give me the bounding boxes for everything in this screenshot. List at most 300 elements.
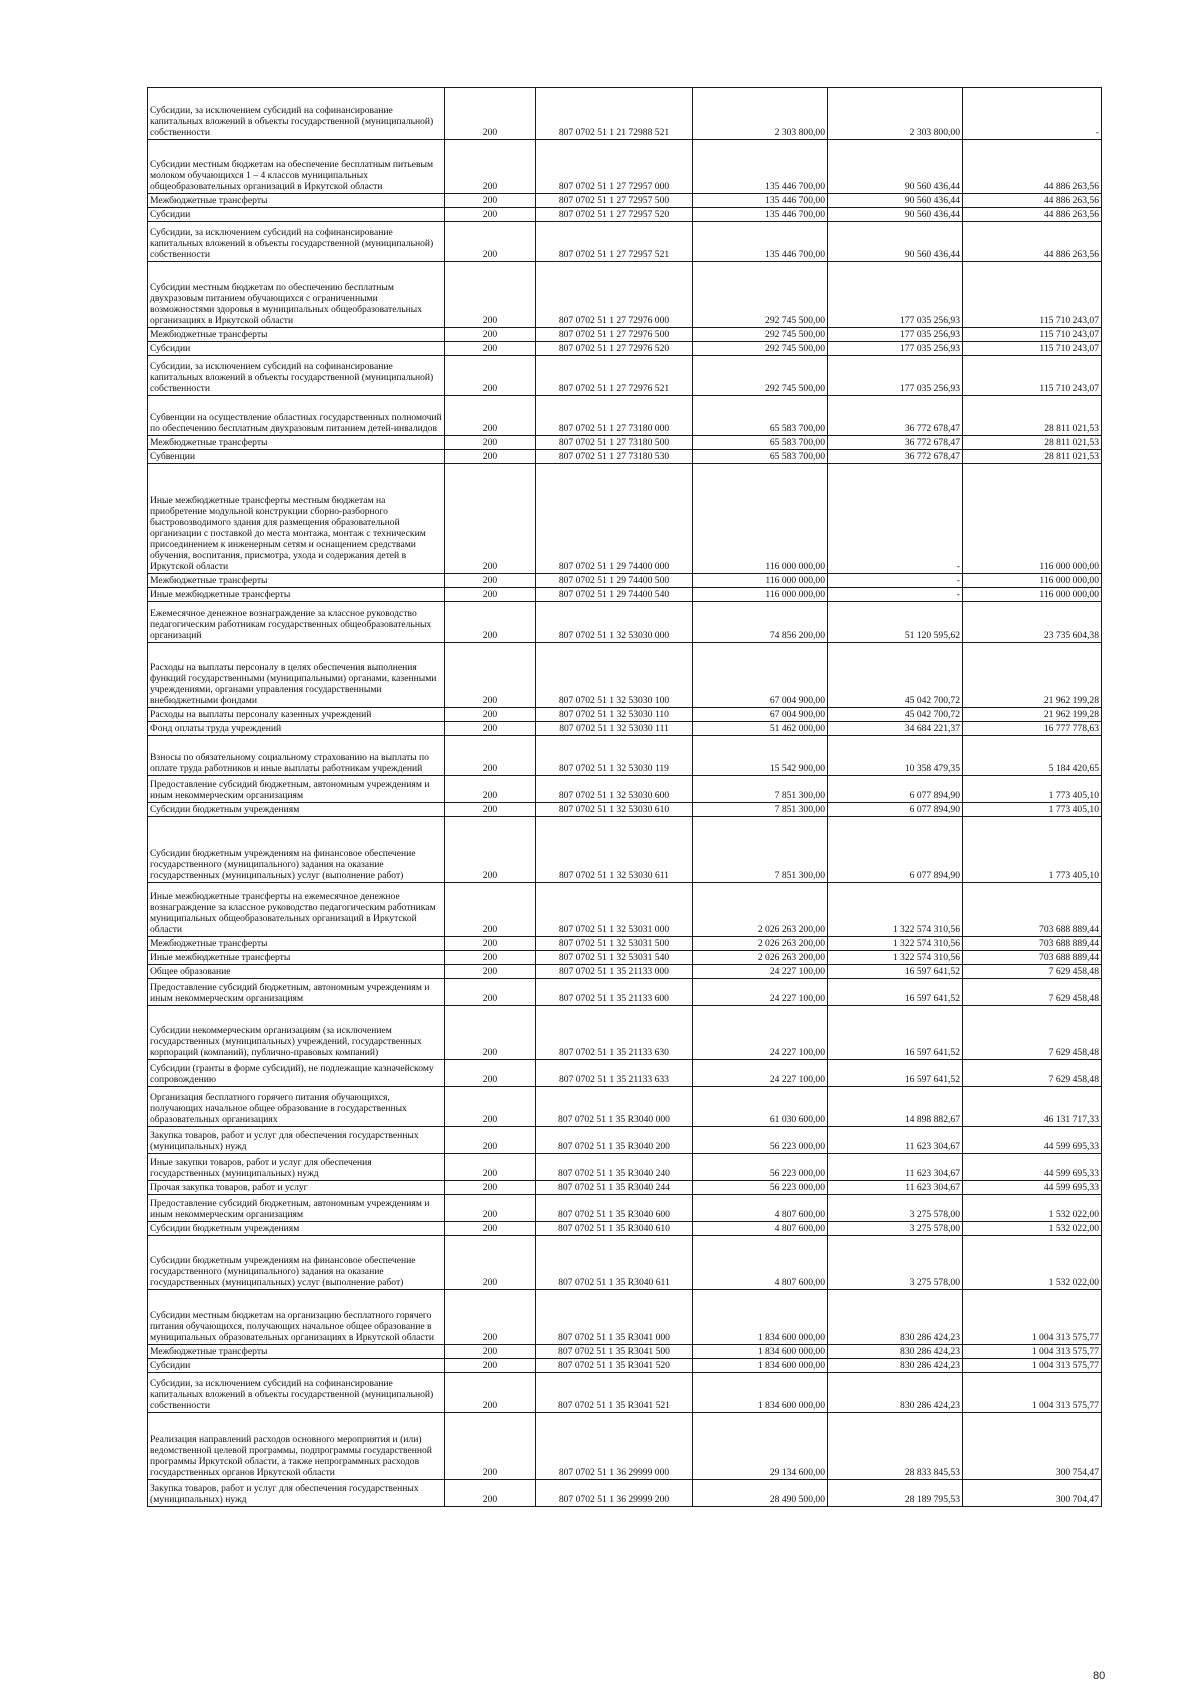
row-amount-executed: 177 035 256,93 (828, 356, 963, 396)
row-line-code: 200 (445, 356, 536, 396)
row-amount-executed: 830 286 424,23 (828, 1290, 963, 1345)
row-line-code: 200 (445, 450, 536, 464)
table-row (148, 1359, 1102, 1373)
row-amount-approved: 2 026 263 200,00 (693, 951, 828, 965)
row-line-code: 200 (445, 736, 536, 776)
row-amount-approved: 116 000 000,00 (693, 574, 828, 588)
row-amount-unexecuted: 44 886 263,56 (963, 140, 1102, 194)
row-description: Межбюджетные трансферты (148, 194, 445, 208)
row-amount-executed: 90 560 436,44 (828, 194, 963, 208)
row-line-code: 200 (445, 602, 536, 643)
row-amount-approved: 24 227 100,00 (693, 1060, 828, 1087)
row-amount-unexecuted: 23 735 604,38 (963, 602, 1102, 643)
row-classification-code: 807 0702 51 1 35 21133 630 (536, 1006, 693, 1060)
row-amount-approved: 7 851 300,00 (693, 817, 828, 883)
row-line-code: 200 (445, 140, 536, 194)
row-amount-unexecuted: 703 688 889,44 (963, 883, 1102, 937)
row-amount-unexecuted: 1 773 405,10 (963, 817, 1102, 883)
row-classification-code: 807 0702 51 1 27 72976 521 (536, 356, 693, 396)
table-row (148, 88, 1102, 140)
row-amount-unexecuted: 703 688 889,44 (963, 951, 1102, 965)
row-line-code: 200 (445, 436, 536, 450)
row-amount-executed: 6 077 894,90 (828, 803, 963, 817)
row-amount-executed: 28 833 845,53 (828, 1413, 963, 1480)
row-classification-code: 807 0702 51 1 35 R3040 600 (536, 1195, 693, 1222)
row-description: Межбюджетные трансферты (148, 1345, 445, 1359)
row-amount-unexecuted: 5 184 420,65 (963, 736, 1102, 776)
row-line-code: 200 (445, 222, 536, 262)
row-description: Организация бесплатного горячего питания обучающихся, получающих начальное общее образование в государственных образовательных организациях (148, 1087, 445, 1127)
table-row (148, 194, 1102, 208)
row-amount-approved: 1 834 600 000,00 (693, 1359, 828, 1373)
row-classification-code: 807 0702 51 1 35 21133 600 (536, 979, 693, 1006)
row-line-code: 200 (445, 574, 536, 588)
row-amount-unexecuted: 21 962 199,28 (963, 643, 1102, 708)
row-line-code: 200 (445, 1006, 536, 1060)
row-amount-unexecuted: 7 629 458,48 (963, 1006, 1102, 1060)
row-amount-approved: 2 026 263 200,00 (693, 937, 828, 951)
row-amount-unexecuted: 1 773 405,10 (963, 803, 1102, 817)
row-description: Субсидии местным бюджетам на обеспечение бесплатным питьевым молоком обучающихся 1 – 4 классов муниципальных общеобразовательных организаций в Иркутской области (148, 140, 445, 194)
row-classification-code: 807 0702 51 1 35 R3040 611 (536, 1236, 693, 1290)
row-amount-approved: 24 227 100,00 (693, 979, 828, 1006)
row-amount-approved: 65 583 700,00 (693, 450, 828, 464)
table-row (148, 965, 1102, 979)
row-amount-unexecuted: 1 532 022,00 (963, 1195, 1102, 1222)
row-amount-executed: 11 623 304,67 (828, 1127, 963, 1154)
row-classification-code: 807 0702 51 1 35 R3041 500 (536, 1345, 693, 1359)
row-line-code: 200 (445, 965, 536, 979)
row-description: Общее образование (148, 965, 445, 979)
table-row (148, 588, 1102, 602)
row-amount-approved: 4 807 600,00 (693, 1236, 828, 1290)
row-amount-approved: 24 227 100,00 (693, 1006, 828, 1060)
row-amount-executed: - (828, 588, 963, 602)
row-classification-code: 807 0702 51 1 27 72957 000 (536, 140, 693, 194)
row-line-code: 200 (445, 194, 536, 208)
row-amount-unexecuted: 7 629 458,48 (963, 1060, 1102, 1087)
row-amount-unexecuted: 1 004 313 575,77 (963, 1345, 1102, 1359)
table-row (148, 708, 1102, 722)
table-row (148, 464, 1102, 574)
row-description: Субсидии местным бюджетам по обеспечению бесплатным двухразовым питанием обучающихся с ограниченными возможностями здоровья в муниципальных общеобразовательных организациях в Иркутской области (148, 262, 445, 328)
row-amount-approved: 1 834 600 000,00 (693, 1345, 828, 1359)
row-amount-unexecuted: 115 710 243,07 (963, 356, 1102, 396)
row-description: Субсидии, за исключением субсидий на софинансирование капитальных вложений в объекты государственной (муниципальной) собственности (148, 1373, 445, 1413)
table-row (148, 436, 1102, 450)
row-classification-code: 807 0702 51 1 27 72957 500 (536, 194, 693, 208)
row-line-code: 200 (445, 208, 536, 222)
table-row (148, 736, 1102, 776)
row-amount-unexecuted: 115 710 243,07 (963, 342, 1102, 356)
row-amount-unexecuted: 1 532 022,00 (963, 1236, 1102, 1290)
page-number: 80 (1093, 1670, 1106, 1682)
table-row (148, 1413, 1102, 1480)
table-row (148, 1195, 1102, 1222)
row-description: Субсидии (148, 342, 445, 356)
row-amount-executed: 830 286 424,23 (828, 1359, 963, 1373)
row-amount-unexecuted: 44 886 263,56 (963, 194, 1102, 208)
row-amount-executed: 51 120 595,62 (828, 602, 963, 643)
row-amount-approved: 4 807 600,00 (693, 1195, 828, 1222)
row-classification-code: 807 0702 51 1 32 53031 500 (536, 937, 693, 951)
row-line-code: 200 (445, 776, 536, 803)
row-amount-approved: 4 807 600,00 (693, 1222, 828, 1236)
row-description: Субсидии, за исключением субсидий на софинансирование капитальных вложений в объекты государственной (муниципальной) собственности (148, 88, 445, 140)
row-description: Предоставление субсидий бюджетным, автономным учреждениям и иным некоммерческим организациям (148, 776, 445, 803)
row-amount-approved: 56 223 000,00 (693, 1181, 828, 1195)
row-line-code: 200 (445, 937, 536, 951)
table-row (148, 1087, 1102, 1127)
row-description: Межбюджетные трансферты (148, 937, 445, 951)
row-amount-unexecuted: 16 777 778,63 (963, 722, 1102, 736)
row-amount-approved: 135 446 700,00 (693, 208, 828, 222)
row-amount-approved: 67 004 900,00 (693, 708, 828, 722)
row-amount-unexecuted: 300 704,47 (963, 1480, 1102, 1507)
row-description: Иные межбюджетные трансферты (148, 951, 445, 965)
row-classification-code: 807 0702 51 1 29 74400 500 (536, 574, 693, 588)
row-amount-approved: 7 851 300,00 (693, 776, 828, 803)
row-amount-executed: 90 560 436,44 (828, 208, 963, 222)
row-amount-executed: 177 035 256,93 (828, 342, 963, 356)
row-amount-executed: - (828, 574, 963, 588)
row-amount-executed: 2 303 800,00 (828, 88, 963, 140)
row-line-code: 200 (445, 883, 536, 937)
row-amount-approved: 28 490 500,00 (693, 1480, 828, 1507)
row-amount-approved: 29 134 600,00 (693, 1413, 828, 1480)
row-line-code: 200 (445, 1236, 536, 1290)
table-row (148, 776, 1102, 803)
row-description: Субсидии (148, 1359, 445, 1373)
table-row (148, 1480, 1102, 1507)
row-line-code: 200 (445, 1480, 536, 1507)
row-classification-code: 807 0702 51 1 27 73180 500 (536, 436, 693, 450)
row-amount-executed: 45 042 700,72 (828, 643, 963, 708)
row-classification-code: 807 0702 51 1 32 53031 000 (536, 883, 693, 937)
row-classification-code: 807 0702 51 1 21 72988 521 (536, 88, 693, 140)
row-line-code: 200 (445, 979, 536, 1006)
table-row (148, 140, 1102, 194)
row-amount-approved: 292 745 500,00 (693, 342, 828, 356)
row-line-code: 200 (445, 817, 536, 883)
row-line-code: 200 (445, 1195, 536, 1222)
row-description: Предоставление субсидий бюджетным, автономным учреждениям и иным некоммерческим организациям (148, 1195, 445, 1222)
row-line-code: 200 (445, 1359, 536, 1373)
row-classification-code: 807 0702 51 1 27 72976 000 (536, 262, 693, 328)
row-amount-unexecuted: 116 000 000,00 (963, 464, 1102, 574)
row-description: Закупка товаров, работ и услуг для обеспечения государственных (муниципальных) нужд (148, 1480, 445, 1507)
row-description: Ежемесячное денежное вознаграждение за классное руководство педагогическим работникам государственных общеобразовательных организаций (148, 602, 445, 643)
row-amount-executed: 3 275 578,00 (828, 1236, 963, 1290)
row-amount-unexecuted: 115 710 243,07 (963, 262, 1102, 328)
row-line-code: 200 (445, 588, 536, 602)
row-description: Прочая закупка товаров, работ и услуг (148, 1181, 445, 1195)
row-amount-executed: 1 322 574 310,56 (828, 883, 963, 937)
table-row (148, 1345, 1102, 1359)
table-row (148, 883, 1102, 937)
row-line-code: 200 (445, 342, 536, 356)
row-description: Субсидии бюджетным учреждениям на финансовое обеспечение государственного (муниципального) задания на оказание государственных (муниципальных) услуг (выполнение работ) (148, 817, 445, 883)
row-description: Субсидии бюджетным учреждениям на финансовое обеспечение государственного (муниципального) задания на оказание государственных (муниципальных) услуг (выполнение работ) (148, 1236, 445, 1290)
row-description: Иные межбюджетные трансферты (148, 588, 445, 602)
row-classification-code: 807 0702 51 1 32 53030 111 (536, 722, 693, 736)
row-classification-code: 807 0702 51 1 32 53030 611 (536, 817, 693, 883)
row-amount-approved: 135 446 700,00 (693, 140, 828, 194)
row-amount-approved: 65 583 700,00 (693, 436, 828, 450)
row-amount-executed: 16 597 641,52 (828, 1006, 963, 1060)
table-row (148, 1060, 1102, 1087)
table-row (148, 342, 1102, 356)
row-description: Межбюджетные трансферты (148, 328, 445, 342)
row-classification-code: 807 0702 51 1 27 72957 521 (536, 222, 693, 262)
table-row (148, 1006, 1102, 1060)
table-row (148, 1222, 1102, 1236)
budget-table-body (148, 88, 1102, 1507)
row-amount-unexecuted: - (963, 88, 1102, 140)
table-row (148, 1290, 1102, 1345)
row-line-code: 200 (445, 722, 536, 736)
row-amount-unexecuted: 115 710 243,07 (963, 328, 1102, 342)
row-line-code: 200 (445, 1345, 536, 1359)
row-amount-unexecuted: 1 532 022,00 (963, 1222, 1102, 1236)
row-line-code: 200 (445, 1290, 536, 1345)
row-classification-code: 807 0702 51 1 35 R3040 000 (536, 1087, 693, 1127)
table-row (148, 979, 1102, 1006)
table-row (148, 722, 1102, 736)
row-description: Субсидии местным бюджетам на организацию бесплатного горячего питания обучающихся, получающих начальное общее образование в муниципальных образовательных организациях в Иркутской области (148, 1290, 445, 1345)
row-amount-approved: 24 227 100,00 (693, 965, 828, 979)
row-description: Субсидии, за исключением субсидий на софинансирование капитальных вложений в объекты государственной (муниципальной) собственности (148, 222, 445, 262)
row-classification-code: 807 0702 51 1 32 53030 119 (536, 736, 693, 776)
row-amount-approved: 61 030 600,00 (693, 1087, 828, 1127)
row-classification-code: 807 0702 51 1 27 73180 530 (536, 450, 693, 464)
row-amount-executed: 1 322 574 310,56 (828, 937, 963, 951)
row-amount-executed: 11 623 304,67 (828, 1154, 963, 1181)
row-amount-unexecuted: 1 773 405,10 (963, 776, 1102, 803)
table-row (148, 328, 1102, 342)
row-description: Субсидии некоммерческим организациям (за исключением государственных (муниципальных) учреждений, государственных корпораций (компаний), публично-правовых компаний) (148, 1006, 445, 1060)
row-amount-executed: 6 077 894,90 (828, 817, 963, 883)
row-line-code: 200 (445, 708, 536, 722)
table-row (148, 1127, 1102, 1154)
row-description: Субсидии (148, 208, 445, 222)
row-amount-executed: 6 077 894,90 (828, 776, 963, 803)
row-classification-code: 807 0702 51 1 27 72976 520 (536, 342, 693, 356)
row-amount-approved: 56 223 000,00 (693, 1154, 828, 1181)
row-amount-executed: 28 189 795,53 (828, 1480, 963, 1507)
row-amount-executed: 36 772 678,47 (828, 436, 963, 450)
row-classification-code: 807 0702 51 1 35 R3040 610 (536, 1222, 693, 1236)
row-line-code: 200 (445, 1181, 536, 1195)
row-description: Расходы на выплаты персоналу казенных учреждений (148, 708, 445, 722)
table-row (148, 817, 1102, 883)
row-amount-executed: 830 286 424,23 (828, 1373, 963, 1413)
row-classification-code: 807 0702 51 1 35 21133 000 (536, 965, 693, 979)
row-amount-approved: 67 004 900,00 (693, 643, 828, 708)
row-amount-approved: 56 223 000,00 (693, 1127, 828, 1154)
table-row (148, 208, 1102, 222)
row-classification-code: 807 0702 51 1 32 53030 110 (536, 708, 693, 722)
row-description: Закупка товаров, работ и услуг для обеспечения государственных (муниципальных) нужд (148, 1127, 445, 1154)
table-row (148, 937, 1102, 951)
row-amount-approved: 65 583 700,00 (693, 396, 828, 436)
row-amount-executed: 45 042 700,72 (828, 708, 963, 722)
row-description: Иные межбюджетные трансферты на ежемесячное денежное вознаграждение за классное руководство педагогическим работникам муниципальных общеобразовательных организаций в Иркутской области (148, 883, 445, 937)
row-line-code: 200 (445, 262, 536, 328)
row-line-code: 200 (445, 1413, 536, 1480)
row-amount-unexecuted: 44 599 695,33 (963, 1154, 1102, 1181)
row-line-code: 200 (445, 464, 536, 574)
row-classification-code: 807 0702 51 1 32 53030 600 (536, 776, 693, 803)
row-amount-approved: 15 542 900,00 (693, 736, 828, 776)
row-amount-unexecuted: 28 811 021,53 (963, 450, 1102, 464)
row-description: Субсидии, за исключением субсидий на софинансирование капитальных вложений в объекты государственной (муниципальной) собственности (148, 356, 445, 396)
row-amount-approved: 292 745 500,00 (693, 262, 828, 328)
row-amount-unexecuted: 116 000 000,00 (963, 588, 1102, 602)
row-description: Субвенции (148, 450, 445, 464)
row-amount-executed: 10 358 479,35 (828, 736, 963, 776)
table-row (148, 262, 1102, 328)
row-amount-approved: 135 446 700,00 (693, 194, 828, 208)
table-row (148, 643, 1102, 708)
row-description: Межбюджетные трансферты (148, 574, 445, 588)
row-amount-executed: 177 035 256,93 (828, 262, 963, 328)
row-amount-unexecuted: 300 754,47 (963, 1413, 1102, 1480)
row-description: Реализация направлений расходов основного мероприятия и (или) ведомственной целевой программы, подпрограммы государственной программы Иркутской области, а также непрограммных расходов государственных органов Иркутской области (148, 1413, 445, 1480)
row-line-code: 200 (445, 88, 536, 140)
row-amount-executed: 830 286 424,23 (828, 1345, 963, 1359)
row-line-code: 200 (445, 1060, 536, 1087)
row-classification-code: 807 0702 51 1 36 29999 200 (536, 1480, 693, 1507)
row-amount-executed: 1 322 574 310,56 (828, 951, 963, 965)
row-amount-approved: 1 834 600 000,00 (693, 1373, 828, 1413)
table-row (148, 222, 1102, 262)
row-amount-executed: 90 560 436,44 (828, 140, 963, 194)
row-amount-executed: 3 275 578,00 (828, 1195, 963, 1222)
row-amount-approved: 292 745 500,00 (693, 328, 828, 342)
row-classification-code: 807 0702 51 1 35 R3041 520 (536, 1359, 693, 1373)
table-row (148, 1236, 1102, 1290)
row-classification-code: 807 0702 51 1 32 53030 100 (536, 643, 693, 708)
row-amount-executed: 36 772 678,47 (828, 396, 963, 436)
row-amount-executed: 177 035 256,93 (828, 328, 963, 342)
row-amount-approved: 74 856 200,00 (693, 602, 828, 643)
row-amount-unexecuted: 44 599 695,33 (963, 1127, 1102, 1154)
row-classification-code: 807 0702 51 1 35 R3041 521 (536, 1373, 693, 1413)
row-description: Предоставление субсидий бюджетным, автономным учреждениям и иным некоммерческим организациям (148, 979, 445, 1006)
row-description: Взносы по обязательному социальному страхованию на выплаты по оплате труда работников и иные выплаты работникам учреждений (148, 736, 445, 776)
row-description: Межбюджетные трансферты (148, 436, 445, 450)
row-classification-code: 807 0702 51 1 32 53031 540 (536, 951, 693, 965)
row-amount-approved: 135 446 700,00 (693, 222, 828, 262)
row-amount-unexecuted: 1 004 313 575,77 (963, 1290, 1102, 1345)
row-amount-executed: 3 275 578,00 (828, 1222, 963, 1236)
row-amount-executed: 14 898 882,67 (828, 1087, 963, 1127)
row-line-code: 200 (445, 803, 536, 817)
row-amount-unexecuted: 44 886 263,56 (963, 208, 1102, 222)
row-classification-code: 807 0702 51 1 35 R3041 000 (536, 1290, 693, 1345)
row-amount-unexecuted: 21 962 199,28 (963, 708, 1102, 722)
row-amount-approved: 116 000 000,00 (693, 588, 828, 602)
table-row (148, 356, 1102, 396)
row-amount-executed: 11 623 304,67 (828, 1181, 963, 1195)
row-classification-code: 807 0702 51 1 36 29999 000 (536, 1413, 693, 1480)
row-classification-code: 807 0702 51 1 32 53030 000 (536, 602, 693, 643)
table-row (148, 1373, 1102, 1413)
row-amount-executed: 36 772 678,47 (828, 450, 963, 464)
row-classification-code: 807 0702 51 1 35 R3040 200 (536, 1127, 693, 1154)
row-description: Иные межбюджетные трансферты местным бюджетам на приобретение модульной конструкции сборно-разборного быстровозводимого здания для размещения образовательной организации с поставкой до места монтажа, монтаж с техническим присоединением к инженерным сетям и оснащением средствами обучения, воспитания, присмотра, ухода и содержания детей в Иркутской области (148, 464, 445, 574)
row-amount-unexecuted: 7 629 458,48 (963, 979, 1102, 1006)
row-amount-executed: 16 597 641,52 (828, 965, 963, 979)
row-classification-code: 807 0702 51 1 35 R3040 244 (536, 1181, 693, 1195)
row-amount-unexecuted: 1 004 313 575,77 (963, 1373, 1102, 1413)
row-description: Фонд оплаты труда учреждений (148, 722, 445, 736)
row-amount-unexecuted: 7 629 458,48 (963, 965, 1102, 979)
row-classification-code: 807 0702 51 1 35 21133 633 (536, 1060, 693, 1087)
row-amount-approved: 1 834 600 000,00 (693, 1290, 828, 1345)
row-amount-executed: 90 560 436,44 (828, 222, 963, 262)
row-amount-unexecuted: 44 886 263,56 (963, 222, 1102, 262)
table-row (148, 602, 1102, 643)
row-description: Субсидии бюджетным учреждениям (148, 803, 445, 817)
row-amount-executed: - (828, 464, 963, 574)
row-line-code: 200 (445, 951, 536, 965)
row-amount-approved: 292 745 500,00 (693, 356, 828, 396)
row-line-code: 200 (445, 396, 536, 436)
row-line-code: 200 (445, 328, 536, 342)
row-amount-approved: 116 000 000,00 (693, 464, 828, 574)
row-amount-approved: 7 851 300,00 (693, 803, 828, 817)
row-line-code: 200 (445, 643, 536, 708)
row-amount-unexecuted: 46 131 717,33 (963, 1087, 1102, 1127)
row-description: Субвенции на осуществление областных государственных полномочий по обеспечению бесплатным двухразовым питанием детей-инвалидов (148, 396, 445, 436)
row-amount-executed: 34 684 221,37 (828, 722, 963, 736)
row-amount-unexecuted: 44 599 695,33 (963, 1181, 1102, 1195)
row-line-code: 200 (445, 1154, 536, 1181)
table-row (148, 396, 1102, 436)
row-line-code: 200 (445, 1222, 536, 1236)
row-description: Иные закупки товаров, работ и услуг для обеспечения государственных (муниципальных) нужд (148, 1154, 445, 1181)
row-classification-code: 807 0702 51 1 29 74400 540 (536, 588, 693, 602)
table-row (148, 951, 1102, 965)
row-classification-code: 807 0702 51 1 29 74400 000 (536, 464, 693, 574)
row-classification-code: 807 0702 51 1 27 73180 000 (536, 396, 693, 436)
row-description: Расходы на выплаты персоналу в целях обеспечения выполнения функций государственными (муниципальными) органами, казенными учреждениями, органами управления государственными внебюджетными фондами (148, 643, 445, 708)
row-description: Субсидии (гранты в форме субсидий), не подлежащие казначейскому сопровождению (148, 1060, 445, 1087)
row-amount-unexecuted: 1 004 313 575,77 (963, 1359, 1102, 1373)
row-line-code: 200 (445, 1087, 536, 1127)
row-description: Субсидии бюджетным учреждениям (148, 1222, 445, 1236)
row-classification-code: 807 0702 51 1 27 72957 520 (536, 208, 693, 222)
row-amount-executed: 16 597 641,52 (828, 1060, 963, 1087)
row-amount-executed: 16 597 641,52 (828, 979, 963, 1006)
row-amount-approved: 2 303 800,00 (693, 88, 828, 140)
row-amount-unexecuted: 703 688 889,44 (963, 937, 1102, 951)
row-classification-code: 807 0702 51 1 35 R3040 240 (536, 1154, 693, 1181)
row-amount-approved: 51 462 000,00 (693, 722, 828, 736)
table-row (148, 574, 1102, 588)
row-line-code: 200 (445, 1373, 536, 1413)
budget-table (147, 87, 1102, 1507)
table-row (148, 450, 1102, 464)
row-line-code: 200 (445, 1127, 536, 1154)
table-row (148, 1181, 1102, 1195)
table-row (148, 1154, 1102, 1181)
row-classification-code: 807 0702 51 1 32 53030 610 (536, 803, 693, 817)
table-row (148, 803, 1102, 817)
row-amount-unexecuted: 28 811 021,53 (963, 396, 1102, 436)
